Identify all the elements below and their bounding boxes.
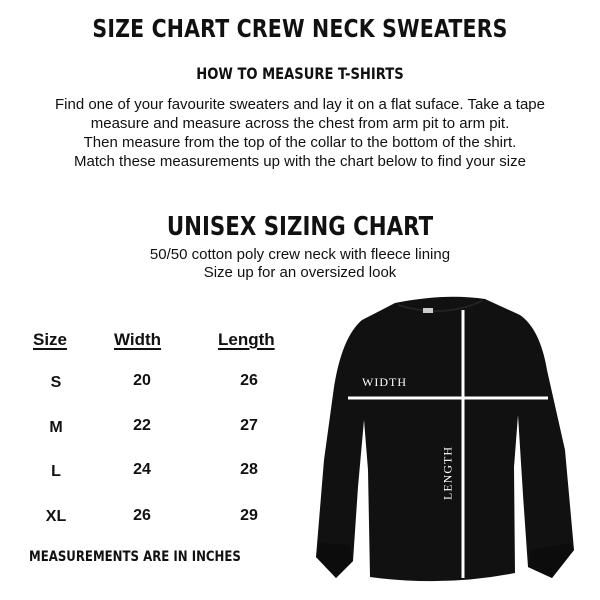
width-cell: 22 bbox=[133, 417, 151, 434]
length-cell: 26 bbox=[240, 372, 258, 389]
instruction-line: Match these measurements up with the chart below to find your size bbox=[74, 153, 526, 170]
instruction-line: measure and measure across the chest from arm pit to arm pit. bbox=[90, 115, 510, 132]
instruction-line: Find one of your favourite sweaters and lay it on a flat suface. Take a tape bbox=[54, 96, 545, 113]
length-cell: 28 bbox=[240, 461, 258, 478]
left-cuff bbox=[316, 543, 353, 578]
length-cell: 29 bbox=[240, 507, 258, 524]
width-cell: 24 bbox=[133, 461, 151, 478]
size-cell: L bbox=[51, 463, 61, 480]
length-label: LENGTH bbox=[440, 446, 455, 500]
width-label: WIDTH bbox=[362, 375, 407, 389]
instruction-line: Then measure from the top of the collar to the bottom of the shirt. bbox=[83, 134, 517, 151]
neck-tag bbox=[423, 308, 433, 313]
size-cell: S bbox=[50, 374, 62, 391]
sizing-chart-title: UNISEX SIZING CHART bbox=[166, 212, 434, 242]
size-cell: XL bbox=[45, 508, 67, 525]
how-to-measure-heading: HOW TO MEASURE T-SHIRTS bbox=[196, 64, 404, 83]
width-column-header: Width bbox=[114, 330, 162, 349]
page-title: SIZE CHART CREW NECK SWEATERS bbox=[92, 14, 508, 43]
width-cell: 26 bbox=[133, 507, 151, 524]
length-column-header: Length bbox=[218, 330, 275, 349]
subtitle-line: 50/50 cotton poly crew neck with fleece lining bbox=[149, 246, 451, 263]
sweater-diagram bbox=[310, 295, 580, 585]
length-cell: 27 bbox=[240, 417, 258, 434]
sweater-body bbox=[316, 297, 574, 581]
units-footnote: MEASUREMENTS ARE IN INCHES bbox=[29, 549, 241, 565]
size-column-header: Size bbox=[33, 330, 68, 349]
width-cell: 20 bbox=[133, 372, 151, 389]
subtitle-line: Size up for an oversized look bbox=[203, 264, 397, 281]
size-cell: M bbox=[49, 419, 63, 436]
sizing-chart-subtitle bbox=[0, 246, 600, 282]
measuring-instructions bbox=[20, 95, 580, 171]
